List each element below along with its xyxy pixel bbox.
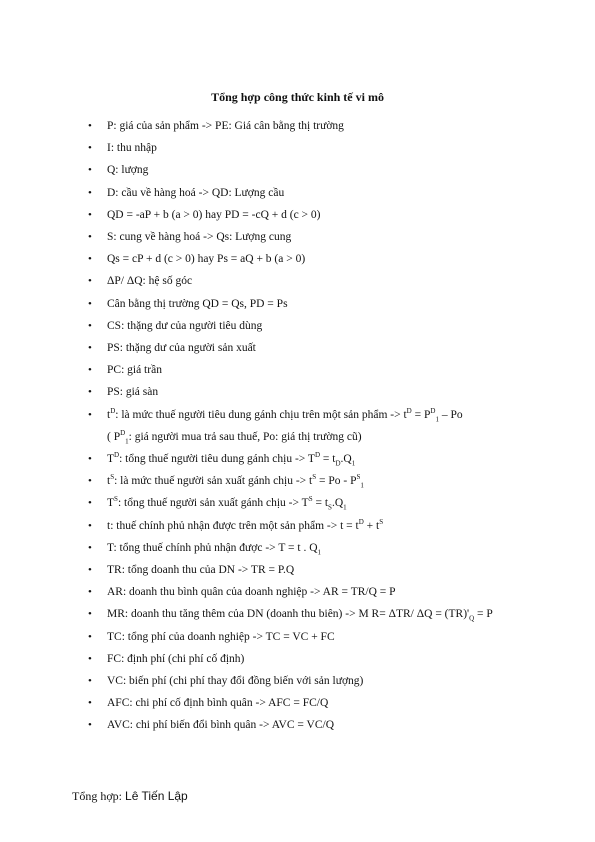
list-item-TD: • $T^D$: tổng thuế người tiêu dung gánh chịu -> $T^D = t_D.Q_1$ — [88, 448, 528, 470]
list-item-ts: • $t^S$: là mức thuế người sản xuất gánh chịu -> $t^S = Po - P^S_1$ — [88, 470, 528, 492]
list-item: • Cân bằng thị trường QD = Qs, PD = Ps — [88, 293, 528, 315]
list-item-TR: • TR: tổng doanh thu của DN -> TR = P.Q — [88, 559, 528, 581]
list-item: • CS: thặng dư của người tiêu dùng — [88, 315, 528, 337]
footer-credit — [72, 789, 188, 804]
author-name: Lê Tiến Lập — [125, 789, 188, 803]
list-item: • I: thu nhập — [88, 137, 528, 159]
list-item: • P: giá của sản phẩm -> PE: Giá cân bằng thị trường — [88, 115, 528, 137]
list-item: • D: cầu về hàng hoá -> QD: Lượng cầu — [88, 182, 528, 204]
list-item-t: • t: thuế chính phủ nhận được trên một sản phẩm -> $t = t^D + t^S$ — [88, 515, 528, 537]
list-item: • PS: giá sàn — [88, 381, 528, 403]
document-title: Tổng hợp công thức kinh tế vi mô — [211, 90, 384, 104]
list-item: • Q: lượng — [88, 159, 528, 181]
footer-label: Tổng hợp: — [72, 789, 126, 803]
list-item: • VC: biến phí (chi phí thay đổi đồng biến với sản lượng) — [88, 670, 528, 692]
list-item: • QD = -aP + b (a > 0) hay PD = -cQ + d (c > 0) — [88, 204, 528, 226]
list-item: • PS: thặng dư của người sản xuất — [88, 337, 528, 359]
list-item: • Qs = cP + d (c > 0) hay Ps = aQ + b (a > 0) — [88, 248, 528, 270]
list-item: • AFC: chi phí cố định bình quân -> AFC = FC/Q — [88, 692, 528, 714]
list-item-AR: • AR: doanh thu bình quân của doanh nghiệp -> AR = TR/Q = P — [88, 581, 528, 603]
list-item: • S: cung về hàng hoá -> Qs: Lượng cung — [88, 226, 528, 248]
list-item-MR: • MR: doanh thu tăng thêm của DN (doanh thu biên) -> M R= ΔTR/ $\Delta Q = (TR)'_Q = P$ — [88, 603, 528, 625]
list-item: • FC: định phí (chi phí cố định) — [88, 648, 528, 670]
formula-list — [88, 115, 528, 737]
list-item-TS: • $T^S$: tổng thuế người sản xuất gánh chịu -> $T^S = t_S.Q_1$ — [88, 492, 528, 514]
list-item-T: • T: tổng thuế chính phủ nhận được -> T = t . $Q_1$ — [88, 537, 528, 559]
list-item: • TC: tổng phí của doanh nghiệp -> TC = VC + FC — [88, 626, 528, 648]
list-item: • PC: giá trần — [88, 359, 528, 381]
list-item-td: • $t^D$: là mức thuế người tiêu dung gánh chịu trên một sản phẩm -> $t^D = P^D_1 - Po$ ( $P^D_1$: giá người mua trả sau thuế, Po: giá thị trường cũ) — [88, 404, 528, 448]
list-item: • AVC: chi phí biến đổi bình quân -> AVC = VC/Q — [88, 714, 528, 736]
list-item: • ΔP/ ΔQ: hệ số góc — [88, 270, 528, 292]
